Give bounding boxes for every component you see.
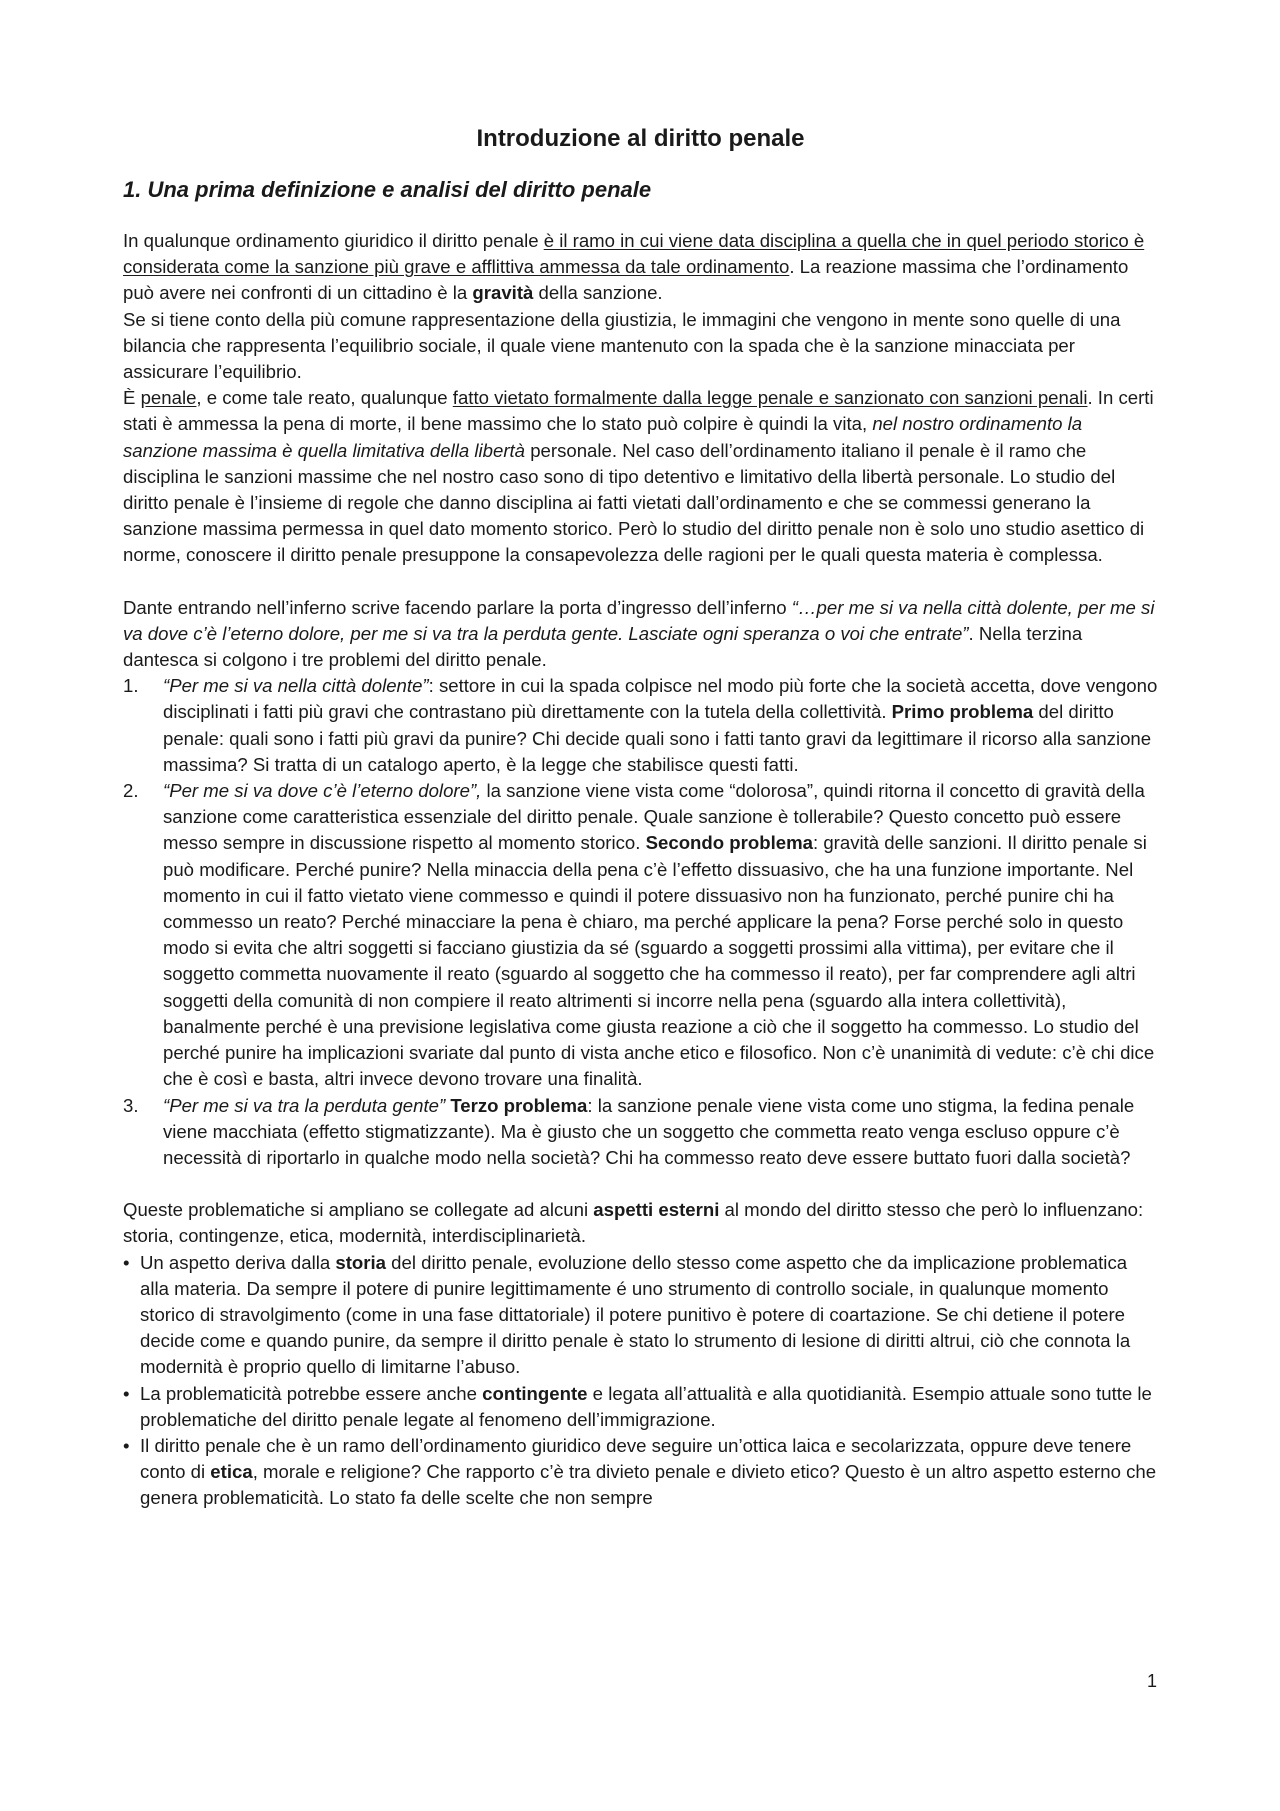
text-run: Dante entrando nell’inferno scrive facendo parlare la porta d’ingresso dell’inferno: [123, 596, 792, 618]
text-run: : la sanzione penale viene vista come uno stigma, la fedina penale viene macchiata (effetto stigmatizzante). Ma è giusto che un soggetto che commetta reato venga escluso oppure c’è necessità di riportarlo in qualche modo nella società? Chi ha commesso reato deve essere buttato fuori dalla società?: [163, 1094, 1135, 1168]
section-title: 1. Una prima definizione e analisi del diritto penale: [123, 177, 652, 202]
bold-text: Primo problema: [891, 701, 1034, 723]
list-item: [123, 1093, 1158, 1172]
text-run: , morale e religione? Che rapporto c’è tra divieto penale e divieto etico? Questo è un altro aspetto esterno che genera problematicità. Lo stato fa delle scelte che non sempre: [140, 1461, 1157, 1509]
underlined-text: penale: [140, 387, 197, 409]
bullet-list: [123, 1250, 1158, 1512]
bullet-item: [123, 1250, 1158, 1381]
paragraph-justice: Se si tiene conto della più comune rappresentazione della giustizia, le immagini che vengono in mente sono quelle di una bilancia che rappresenta l’equilibrio sociale, il quale viene mantenuto con la spada che è la sanzione minacciata per assicurare l’equilibrio.: [123, 308, 1121, 383]
text-run: la sanzione viene vista come “dolorosa”, quindi ritorna il concetto di gravità della sanzione come caratteristica essenziale del diritto penale. Quale sanzione è tollerabile? Questo concetto può essere messo sempre in discussione rispetto al momento storico.: [163, 780, 1145, 854]
text-run: In qualunque ordinamento giuridico il diritto penale: [123, 230, 544, 251]
paragraph-gap: [123, 569, 1158, 595]
italic-quote: “…per me si va nella città dolente, per me si va dove c’è l’eterno dolore, per me si va tra la perduta gente. Lasciate ogni speranza o voi che entrate”: [123, 596, 1155, 644]
list-item: [123, 673, 1158, 778]
bullet-item: [123, 1381, 1158, 1433]
italic-quote: “Per me si va dove c’è l’eterno dolore”,: [163, 780, 482, 802]
text-run: personale. Nel caso dell’ordinamento italiano il penale è il ramo che disciplina le sanzioni massime che nel nostro caso sono di tipo detentivo e limitativo della libertà personale. Lo studio del diritto penale è l’insieme di regole che danno disciplina ai fatti vietati dall’ordinamento e che se commessi generano la sanzione massima permessa in quel dato momento storico. Però lo studio del diritto penale non è solo uno studio asettico di norme, conoscere il diritto penale presuppone la consapevolezza delle ragioni per le quali questa materia è complessa.: [123, 439, 1145, 566]
paragraph-definition: [123, 228, 1158, 307]
text-run: . In certi stati è ammessa la pena di morte, il bene massimo che lo stato può colpire è quindi la vita,: [123, 387, 1154, 435]
text-run: del diritto penale: quali sono i fatti più gravi da punire? Chi decide quali sono i fatti tanto gravi da legittimare il ricorso alla sanzione massima? Si tratta di un catalogo aperto, è la legge che stabilisce questi fatti.: [163, 701, 1152, 775]
numbered-list: [123, 673, 1158, 1171]
paragraph-external-aspects: [123, 1197, 1158, 1249]
bold-text: aspetti esterni: [593, 1199, 720, 1221]
document-title: Introduzione al diritto penale: [476, 125, 805, 152]
bold-text: Terzo problema: [450, 1094, 588, 1116]
paragraph-dante: [123, 595, 1158, 674]
list-number: 2.: [123, 780, 139, 802]
paragraph-gap: [123, 1171, 1158, 1197]
italic-quote: “Per me si va tra la perduta gente”: [163, 1094, 446, 1116]
text-run: Il diritto penale che è un ramo dell’ordinamento giuridico deve seguire un’ottica laica e secolarizzata, oppure deve tenere conto di: [140, 1434, 1132, 1483]
bullet-icon: •: [123, 1434, 130, 1456]
bullet-icon: •: [123, 1251, 130, 1273]
italic-text: nel nostro ordinamento la sanzione massima è quella limitativa della libertà: [123, 413, 1083, 461]
text-run: La problematicità potrebbe essere anche: [140, 1382, 483, 1404]
bold-text: etica: [210, 1461, 253, 1483]
bullet-icon: •: [123, 1382, 130, 1404]
text-run: . Nella terzina dantesca si colgono i tre problemi del diritto penale.: [123, 622, 1083, 671]
list-item: [123, 778, 1158, 1092]
text-run: : settore in cui la spada colpisce nel modo più forte che la società accetta, dove vengono disciplinati i fatti più gravi che contrastano più direttamente con la tutela della collettività.: [163, 675, 1158, 723]
underlined-text: fatto vietato formalmente dalla legge penale e sanzionato con sanzioni penali: [452, 387, 1088, 409]
list-number: 3.: [123, 1094, 139, 1116]
bold-text: Secondo problema: [645, 832, 813, 854]
italic-quote: “Per me si va nella città dolente”: [163, 675, 429, 697]
text-run: È: [123, 387, 141, 409]
text-run: e legata all’attualità e alla quotidianità. Esempio attuale sono tutte le problematiche del diritto penale legate al fenomeno dell’immigrazione.: [140, 1382, 1152, 1430]
bold-text: contingente: [482, 1382, 588, 1404]
text-run: del diritto penale, evoluzione dello stesso come aspetto che da implicazione problematica alla materia. Da sempre il potere di punire legittimamente é uno strumento di controllo sociale, in qualunque momento storico di stravolgimento (come in una fase dittatoriale) il potere punitivo è potere di coartazione. Se chi detiene il potere decide come e quando punire, da sempre il diritto penale è stato lo strumento di lesione di diritti altrui, ciò che connota la modernità è proprio quello di limitarne l’abuso.: [140, 1251, 1131, 1378]
text-run: Queste problematiche si ampliano se collegate ad alcuni: [123, 1199, 594, 1221]
text-run: della sanzione.: [533, 282, 663, 304]
text-run: : gravità delle sanzioni. Il diritto penale si può modificare. Perché punire? Nella minaccia della pena c’è l’effetto dissuasivo, che ha una funzione importante. Nel momento in cui il fatto vietato viene commesso e quindi il potere dissuasivo non ha funzionato, perché punire chi ha commesso un reato? Perché minacciare la pena è chiaro, ma perché applicare la pena? Forse perché solo in questo modo si evita che altri soggetti si facciano giustizia da sé (sguardo a soggetti prossimi alla vittima), per evitare che il soggetto commetta nuovamente il reato (sguardo al soggetto che ha commesso il reato), per far comprendere agli altri soggetti della comunità di non compiere il reato altrimenti si incorre nella pena (sguardo alla intera collettività), banalmente perché è una previsione legislativa come giusta reazione a ciò che il soggetto ha commesso. Lo studio del perché punire ha implicazioni svariate dal punto di vista anche etico e filosofico. Non c’è unanimità di vedute: c’è chi dice che è così e basta, altri invece devono trovare una finalità.: [163, 832, 1155, 1090]
text-run: Un aspetto deriva dalla: [140, 1251, 336, 1273]
paragraph-penale: [123, 385, 1158, 568]
bold-text: storia: [335, 1251, 386, 1273]
bold-text: gravità: [472, 282, 534, 304]
text-run: al mondo del diritto stesso che però lo influenzano: storia, contingenze, etica, modernità, interdisciplinarietà.: [123, 1199, 1144, 1247]
page-number: 1: [1146, 1671, 1157, 1691]
list-number: 1.: [123, 675, 139, 697]
underlined-text: è il ramo in cui viene data disciplina a quella che in quel periodo storico è considerata come la sanzione più grave e afflittiva ammessa da tale ordinamento: [123, 230, 1145, 278]
text-run: , e come tale reato, qualunque: [196, 387, 453, 409]
bullet-item: [123, 1433, 1158, 1512]
text-run: . La reazione massima che l’ordinamento può avere nei confronti di un cittadino è la: [123, 256, 1129, 304]
